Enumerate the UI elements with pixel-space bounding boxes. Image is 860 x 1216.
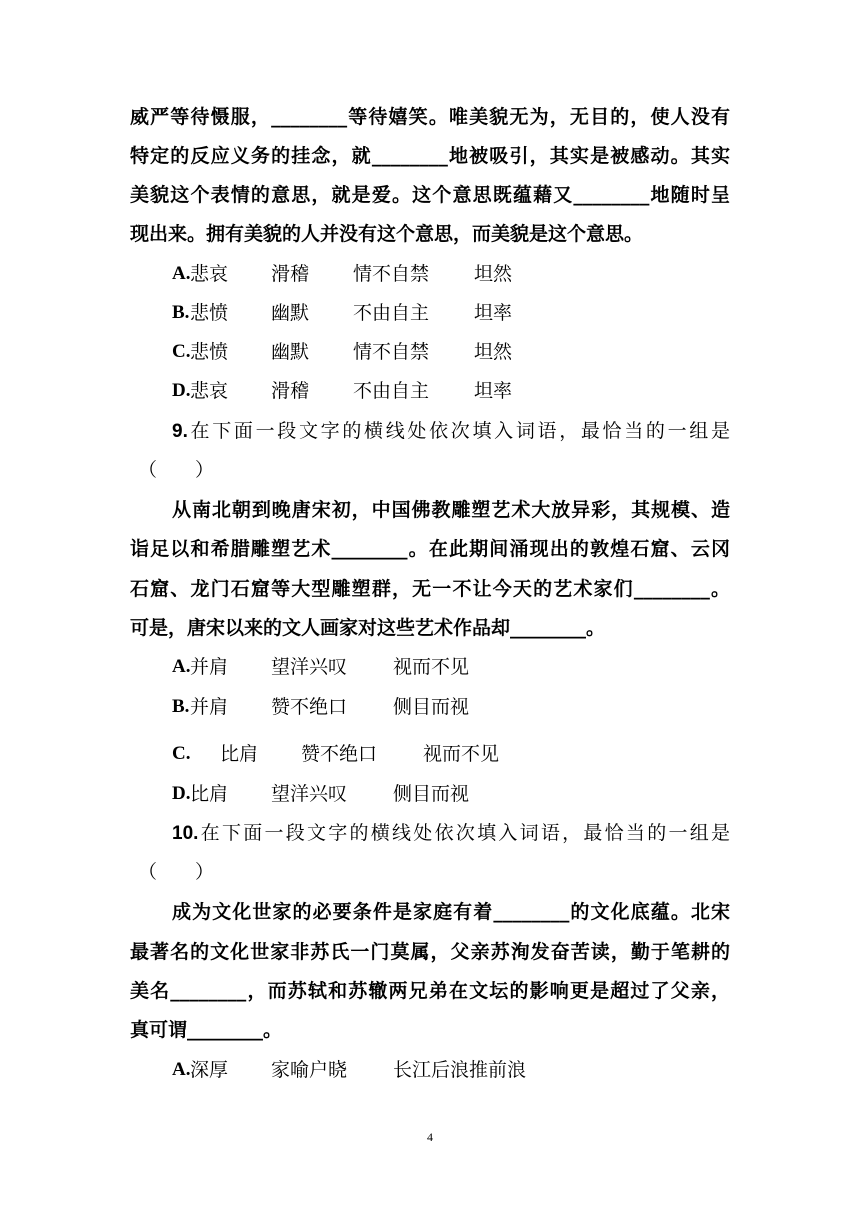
option-word: 悲愤	[190, 341, 229, 363]
passage-line: 真可谓________。	[130, 1019, 283, 1041]
passage-line: 特定的反应义务的挂念，就________地被吸引，其实是被感动。其实	[130, 145, 730, 167]
option-word: 情不自禁	[353, 263, 430, 285]
passage-line: 诣足以和希腊雕塑艺术________。在此期间涌现出的敦煌石窟、云冈	[130, 538, 730, 560]
option-word: 比肩	[190, 783, 229, 805]
passage-line: 现出来。拥有美貌的人并没有这个意思，而美貌是这个意思。	[130, 223, 644, 245]
option-word: 幽默	[271, 341, 310, 363]
option-word: 深厚	[190, 1059, 229, 1081]
passage-line: 威严等待慑服，________等待嬉笑。唯美貌无为，无目的，使人没有	[130, 106, 730, 128]
passage-line: 美貌这个表情的意思，就是爱。这个意思既蕴藉又________地随时呈	[130, 184, 730, 206]
question-10-heading	[172, 818, 730, 848]
option-word: 长江后浪推前浪	[393, 1059, 527, 1081]
answer-parentheses[interactable]: （ ）	[138, 861, 215, 883]
answer-parentheses[interactable]: （ ）	[138, 459, 215, 481]
question-number: 10.	[172, 823, 199, 844]
option-word: 悲哀	[190, 380, 229, 402]
option-word: 悲愤	[190, 302, 229, 324]
page-number: 4	[427, 1130, 433, 1144]
option-letter: D.	[172, 380, 191, 401]
option-word: 坦率	[474, 380, 513, 402]
question-prompt: 在下面一段文字的横线处依次填入词语，最恰当的一组是	[198, 822, 730, 844]
question-9-heading	[172, 416, 730, 446]
option-letter: C.	[172, 743, 191, 764]
option-letter: C.	[172, 341, 191, 362]
passage-line: 可是，唐宋以来的文人画家对这些艺术作品却________。	[130, 617, 606, 639]
passage-line: 成为文化世家的必要条件是家庭有着________的文化底蕴。北宋	[172, 901, 730, 923]
option-letter: B.	[172, 696, 190, 717]
passage-line: 石窟、龙门石窟等大型雕塑群，无一不让今天的艺术家们________。	[130, 578, 730, 600]
option-word: 并肩	[190, 656, 229, 678]
option-word: 滑稽	[271, 263, 310, 285]
option-word: 视而不见	[423, 743, 500, 765]
option-word: 视而不见	[393, 656, 470, 678]
option-word: 家喻户晓	[271, 1059, 348, 1081]
passage-line: 最著名的文化世家非苏氏一门莫属，父亲苏洵发奋苦读，勤于笔耕的	[130, 941, 730, 963]
option-word: 幽默	[271, 302, 310, 324]
option-word: 不由自主	[353, 380, 430, 402]
option-word: 侧目而视	[393, 783, 470, 805]
option-word: 坦然	[474, 263, 513, 285]
option-word: 滑稽	[271, 380, 310, 402]
option-letter: D.	[172, 783, 191, 804]
option-word: 悲哀	[190, 263, 229, 285]
option-word: 并肩	[190, 696, 229, 718]
option-word: 赞不绝口	[301, 743, 378, 765]
option-word: 不由自主	[353, 302, 430, 324]
option-word: 望洋兴叹	[271, 656, 348, 678]
option-letter: A.	[172, 656, 191, 677]
option-letter: B.	[172, 302, 190, 323]
question-prompt: 在下面一段文字的横线处依次填入词语，最恰当的一组是	[187, 420, 730, 442]
option-word: 情不自禁	[353, 341, 430, 363]
option-word: 坦率	[474, 302, 513, 324]
option-word: 坦然	[474, 341, 513, 363]
option-letter: A.	[172, 263, 191, 284]
option-word: 赞不绝口	[271, 696, 348, 718]
question-number: 9.	[172, 421, 188, 442]
passage-line: 从南北朝到晚唐宋初，中国佛教雕塑艺术大放异彩，其规模、造	[172, 499, 730, 521]
option-word: 侧目而视	[393, 696, 470, 718]
option-letter: A.	[172, 1059, 191, 1080]
option-word: 望洋兴叹	[271, 783, 348, 805]
option-word: 比肩	[220, 743, 259, 765]
passage-line: 美名________，而苏轼和苏辙两兄弟在文坛的影响更是超过了父亲，	[130, 980, 730, 1002]
